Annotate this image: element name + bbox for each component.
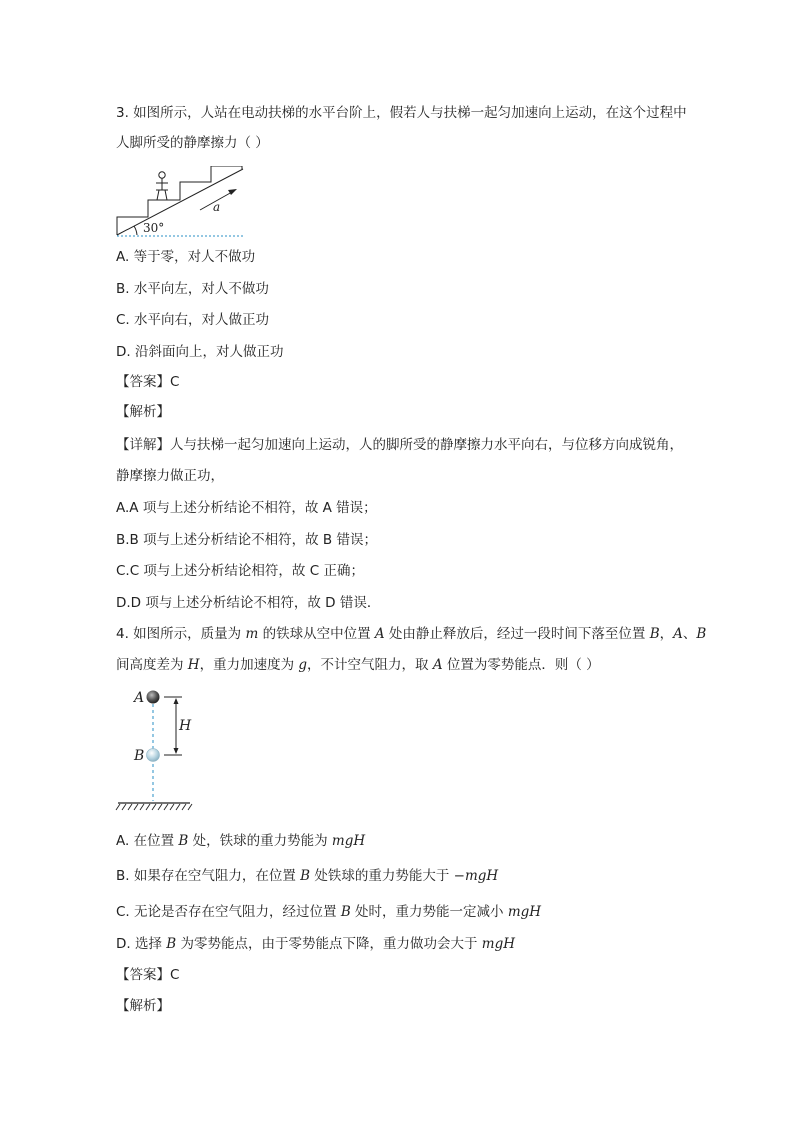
q3-conclusion-b: B.B 项与上述分析结论不相符，故 B 错误；	[116, 532, 377, 548]
q3-answer: 【答案】C	[116, 374, 180, 390]
q3-analysis-head: 【解析】	[116, 404, 170, 420]
label-H: H	[179, 718, 192, 734]
var-B: B	[649, 626, 660, 642]
q3-conclusion-d: D.D 项与上述分析结论不相符，故 D 错误．	[116, 595, 381, 611]
q3-option-c: C. 水平向右，对人做正功	[116, 312, 270, 328]
q3-option-d: D. 沿斜面向上，对人做正功	[116, 344, 284, 360]
arrow-head	[228, 189, 237, 195]
ball-at-B	[147, 749, 160, 762]
expr-mgH: mgH	[481, 936, 516, 952]
expr-mgH: mgH	[507, 904, 542, 920]
q4-answer: 【答案】C	[116, 967, 180, 983]
q4-option-c: C. 无论是否存在空气阻力，经过位置 B 处时，重力势能一定减小 mgH	[116, 904, 542, 920]
q3-detail-line1: 【详解】人与扶梯一起匀加速向上运动，人的脚所受的静摩擦力水平向右，与位移方向成锐角，	[116, 437, 683, 453]
q4-option-d: D. 选择 B 为零势能点，由于零势能点下降，重力做功会大于 mgH	[116, 936, 516, 952]
expr-neg-mgH: −mgH	[453, 868, 499, 884]
angle-arc	[134, 226, 137, 235]
escalator-incline	[117, 169, 243, 235]
expr-mgH: mgH	[331, 833, 366, 849]
var-g: g	[298, 657, 308, 673]
q4-stem-line1: 4. 如图所示，质量为 m 的铁球从空中位置 A 处由静止释放后，经过一段时间下落至位置 B，A、B	[116, 626, 707, 642]
q4-analysis-head: 【解析】	[116, 998, 170, 1014]
q4-stem-line2: 间高度差为 H，重力加速度为 g，不计空气阻力，取 A 位置为零势能点．则（ ）	[116, 657, 600, 673]
q4-option-b: B. 如果存在空气阻力，在位置 B 处铁球的重力势能大于 −mgH	[116, 868, 499, 884]
q4-option-a: A. 在位置 B 处，铁球的重力势能为 mgH	[116, 833, 366, 849]
escalator-figure	[112, 166, 252, 240]
q3-stem-line1: 3. 如图所示，人站在电动扶梯的水平台阶上，假若人与扶梯一起匀加速向上运动，在这个过程中	[116, 105, 687, 121]
var-m: m	[245, 626, 259, 642]
q3-option-b: B. 水平向左，对人不做功	[116, 281, 269, 297]
var-A: A	[374, 626, 385, 642]
accel-label: a	[213, 200, 221, 214]
angle-label: 30°	[143, 221, 165, 235]
q3-conclusion-a: A.A 项与上述分析结论不相符，故 A 错误；	[116, 500, 377, 516]
person-figure	[156, 172, 168, 200]
ball-at-A	[147, 691, 160, 704]
q3-stem-line2: 人脚所受的静摩擦力（ ）	[116, 135, 269, 151]
var-H: H	[187, 657, 200, 673]
label-B: B	[134, 748, 145, 764]
label-A: A	[134, 690, 145, 706]
falling-ball-figure	[114, 684, 198, 816]
ground	[116, 803, 192, 810]
q3-conclusion-c: C.C 项与上述分析结论相符，故 C 正确；	[116, 563, 364, 579]
q3-option-a: A. 等于零，对人不做功	[116, 249, 256, 265]
q3-detail-line2: 静摩擦力做正功，	[116, 468, 224, 484]
